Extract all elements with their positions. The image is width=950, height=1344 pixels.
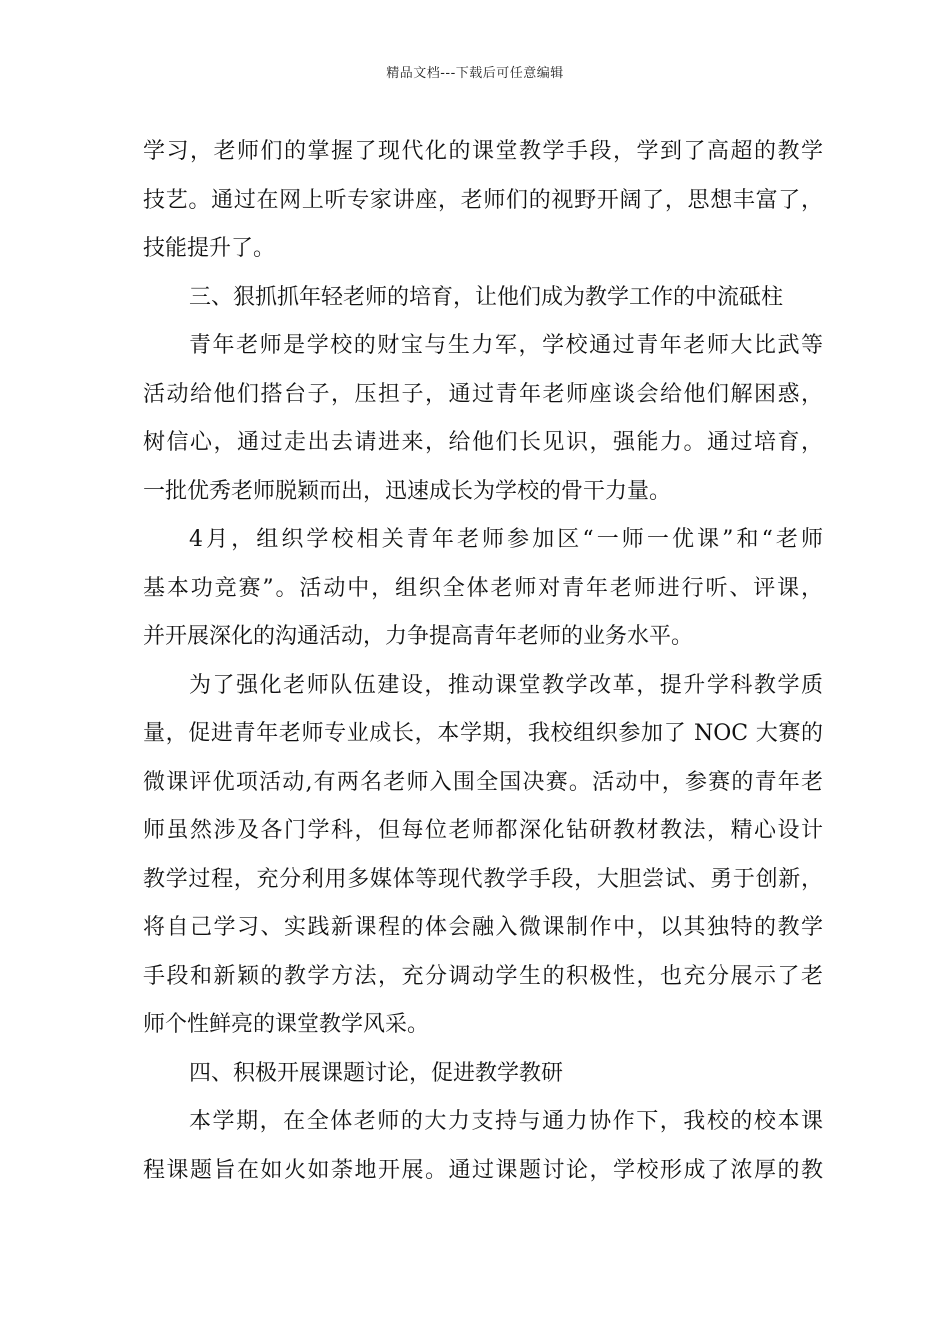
text-line: 为了强化老师队伍建设，推动课堂教学改革，提升学科教学质 — [189, 672, 823, 698]
text-line: 活动给他们搭台子，压担子，通过青年老师座谈会给他们解困惑， — [143, 381, 823, 407]
body-text — [143, 128, 823, 1195]
page-header: 精品文档---下载后可任意编辑 — [386, 66, 564, 81]
text-line: 微课评优项活动,有两名老师入围全国决赛。活动中，参赛的青年老 — [143, 769, 823, 795]
text-line: 四、积极开展课题讨论，促进教学教研 — [189, 1060, 564, 1086]
text-line: 手段和新颖的教学方法，充分调动学生的积极性，也充分展示了老 — [143, 963, 823, 989]
text-line: 本学期，在全体老师的大力支持与通力协作下，我校的校本课 — [189, 1109, 823, 1134]
text-line: 师个性鲜亮的课堂教学风采。 — [143, 1012, 430, 1037]
text-line: 并开展深化的沟通活动，力争提高青年老师的业务水平。 — [143, 624, 694, 649]
text-line: 教学过程，充分利用多媒体等现代教学手段，大胆尝试、勇于创新， — [143, 866, 823, 892]
text-line: 量，促进青年老师专业成长，本学期，我校组织参加了 NOC 大赛的 — [143, 721, 823, 746]
text-line: 一批优秀老师脱颖而出，迅速成长为学校的骨干力量。 — [143, 478, 672, 504]
text-line: 树信心，通过走出去请进来，给他们长见识，强能力。通过培育， — [143, 430, 823, 455]
text-line: 师虽然涉及各门学科，但每位老师都深化钻研教材教法，精心设计 — [143, 818, 823, 843]
text-line: 将自己学习、实践新课程的体会融入微课制作中，以其独特的教学 — [143, 915, 823, 940]
text-line: 三、狠抓抓年轻老师的培育，让他们成为教学工作的中流砥柱 — [189, 284, 784, 310]
text-line: 基本功竞赛”。活动中，组织全体老师对青年老师进行听、评课， — [143, 575, 823, 601]
text-line: 学习，老师们的掌握了现代化的课堂教学手段，学到了高超的教学 — [143, 139, 823, 164]
text-line: 程课题旨在如火如荼地开展。通过课题讨论，学校形成了浓厚的教 — [143, 1157, 823, 1183]
text-line: 青年老师是学校的财宝与生力军，学校通过青年老师大比武等 — [189, 333, 823, 358]
text-line: 4月，组织学校相关青年老师参加区“一师一优课”和“老师 — [189, 527, 823, 552]
text-line: 技艺。通过在网上听专家讲座，老师们的视野开阔了，思想丰富了， — [143, 187, 823, 213]
text-line: 技能提升了。 — [143, 236, 276, 261]
